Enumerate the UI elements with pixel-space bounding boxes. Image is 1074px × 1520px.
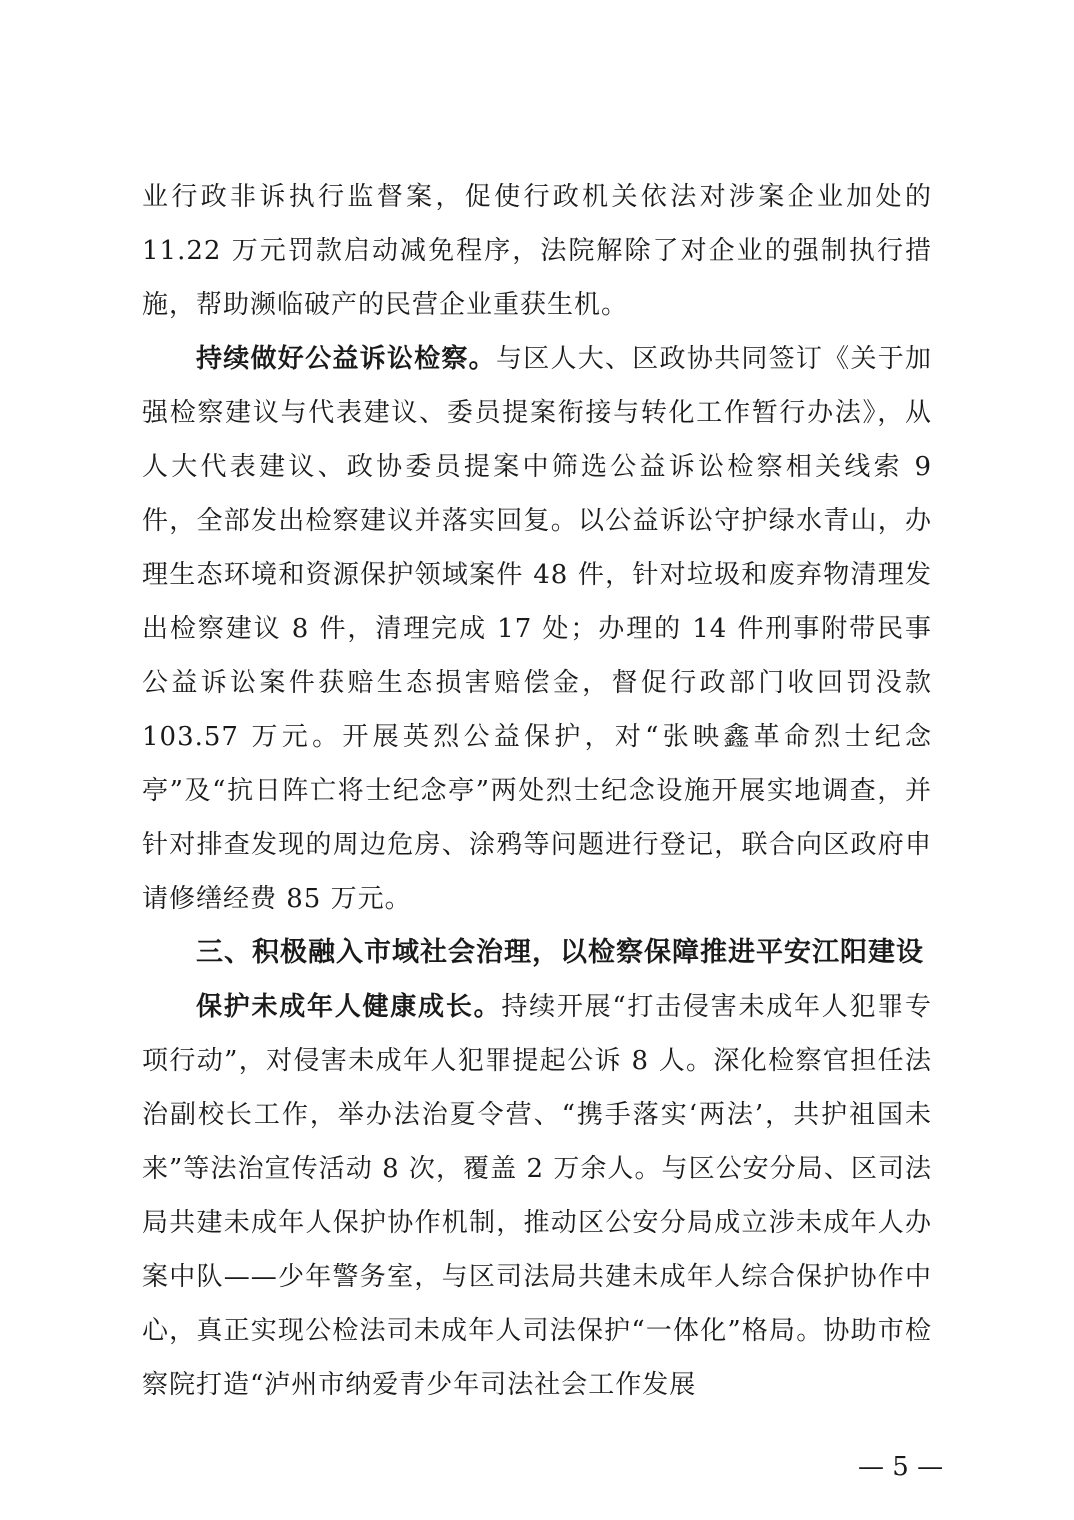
paragraph-continuation (142, 170, 932, 332)
paragraph-public-interest-litigation (142, 332, 932, 926)
paragraph-lead: 持续做好公益诉讼检察。 (196, 344, 496, 374)
body-text (142, 170, 932, 1412)
section-heading: 三、积极融入市域社会治理，以检察保障推进平安江阳建设 (196, 937, 924, 968)
paragraph-minor-protection (142, 980, 932, 1412)
paragraph-text: 持续开展“打击侵害未成年人犯罪专项行动”，对侵害未成年人犯罪提起公诉 8 人。深化检察官担任法治副校长工作，举办法治夏令营、“携手落实‘两法’，共护祖国未来”等法治宣传活动 8 次，覆盖 2 万余人。与区公安分局、区司法局共建未成年人保护协作机制，推动区公安分局成立涉未成年人办案中队——少年警务室，与区司法局共建未成年人综合保护协作中心，真正实现公检法司未成年人司法保护“一体化”格局。协助市检察院打造“泸州市纳爱青少年司法社会工作发展 (142, 992, 932, 1400)
paragraph-text: 业行政非诉执行监督案，促使行政机关依法对涉案企业加处的 11.22 万元罚款启动减免程序，法院解除了对企业的强制执行措施，帮助濒临破产的民营企业重获生机。 (142, 182, 932, 320)
paragraph-lead: 保护未成年人健康成长。 (196, 992, 502, 1022)
page-number: — 5 — (858, 1452, 944, 1482)
paragraph-text: 与区人大、区政协共同签订《关于加强检察建议与代表建议、委员提案衔接与转化工作暂行办法》，从人大代表建议、政协委员提案中筛选公益诉讼检察相关线索 9 件，全部发出检察建议并落实回复。以公益诉讼守护绿水青山，办理生态环境和资源保护领域案件 48 件，针对垃圾和废弃物清理发出检察建议 8 件，清理完成 17 处；办理的 14 件刑事附带民事公益诉讼案件获赔生态损害赔偿金，督促行政部门收回罚没款 103.57 万元。开展英烈公益保护，对“张映鑫革命烈士纪念亭”及“抗日阵亡将士纪念亭”两处烈士纪念设施开展实地调查，并针对排查发现的周边危房、涂鸦等问题进行登记，联合向区政府申请修缮经费 85 万元。 (142, 344, 932, 914)
